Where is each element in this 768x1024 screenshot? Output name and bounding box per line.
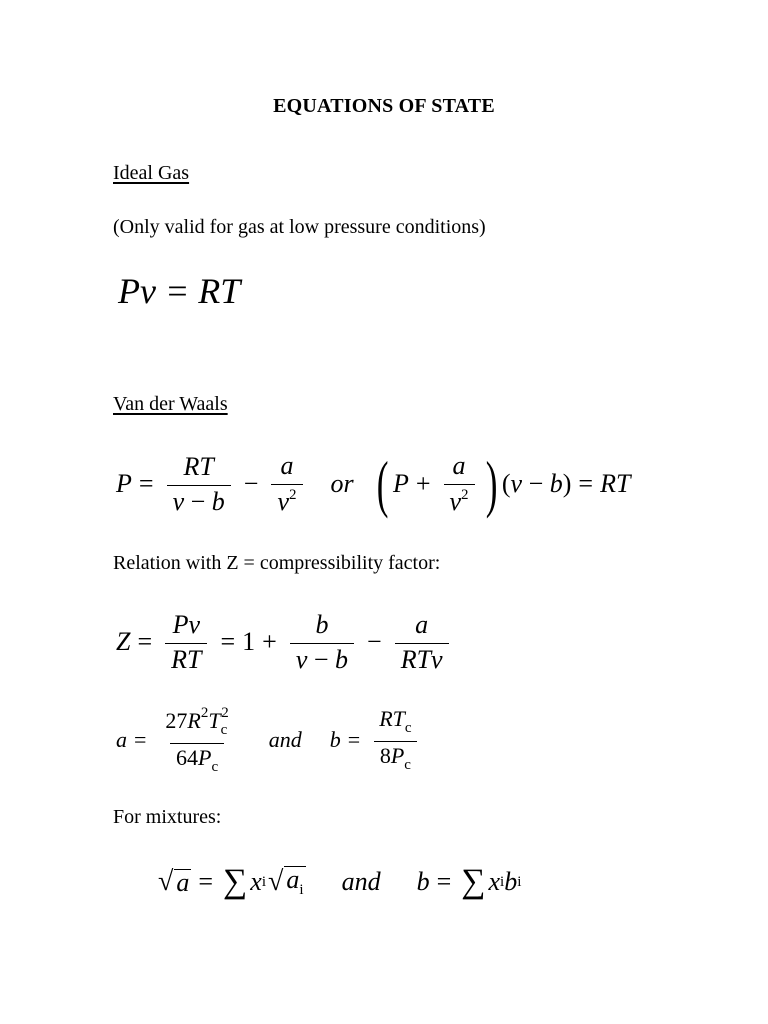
page-title: EQUATIONS OF STATE — [273, 95, 495, 117]
van-der-waals-equation: P = $\frac{RT}{v - b}$ − $\frac{a}{v^2}$ or ( P + $\frac{a}{v^2}$ ) (v − b) = RT — [116, 448, 631, 519]
ideal-gas-heading: Ideal Gas — [113, 162, 190, 184]
compressibility-equation: Z = $\frac{Pv}{RT}$ = 1 + $\frac{b}{v - b}$ − $\frac{a}{\text{RTv}}$ — [116, 608, 455, 676]
and-connector: and — [268, 727, 302, 752]
constants-equation: a = $\frac{27R^2T_c^2}{64P_c}$ and b = $\frac{RT_c}{8P_c}$ — [116, 705, 424, 775]
mixtures-label: For mixtures: — [113, 806, 222, 828]
compressibility-label: Relation with Z = compressibility factor: — [113, 552, 441, 574]
and-connector-mixtures: and — [341, 867, 381, 896]
van-der-waals-heading: Van der Waals — [113, 393, 228, 415]
ideal-gas-equation: Pv = RT — [118, 271, 241, 311]
or-connector: or — [330, 469, 354, 498]
mixtures-equation: √ a = ∑ x i √ $a_i$ and b = ∑ x i b i — [158, 863, 522, 900]
ideal-gas-note: (Only valid for gas at low pressure conditions) — [113, 216, 486, 238]
